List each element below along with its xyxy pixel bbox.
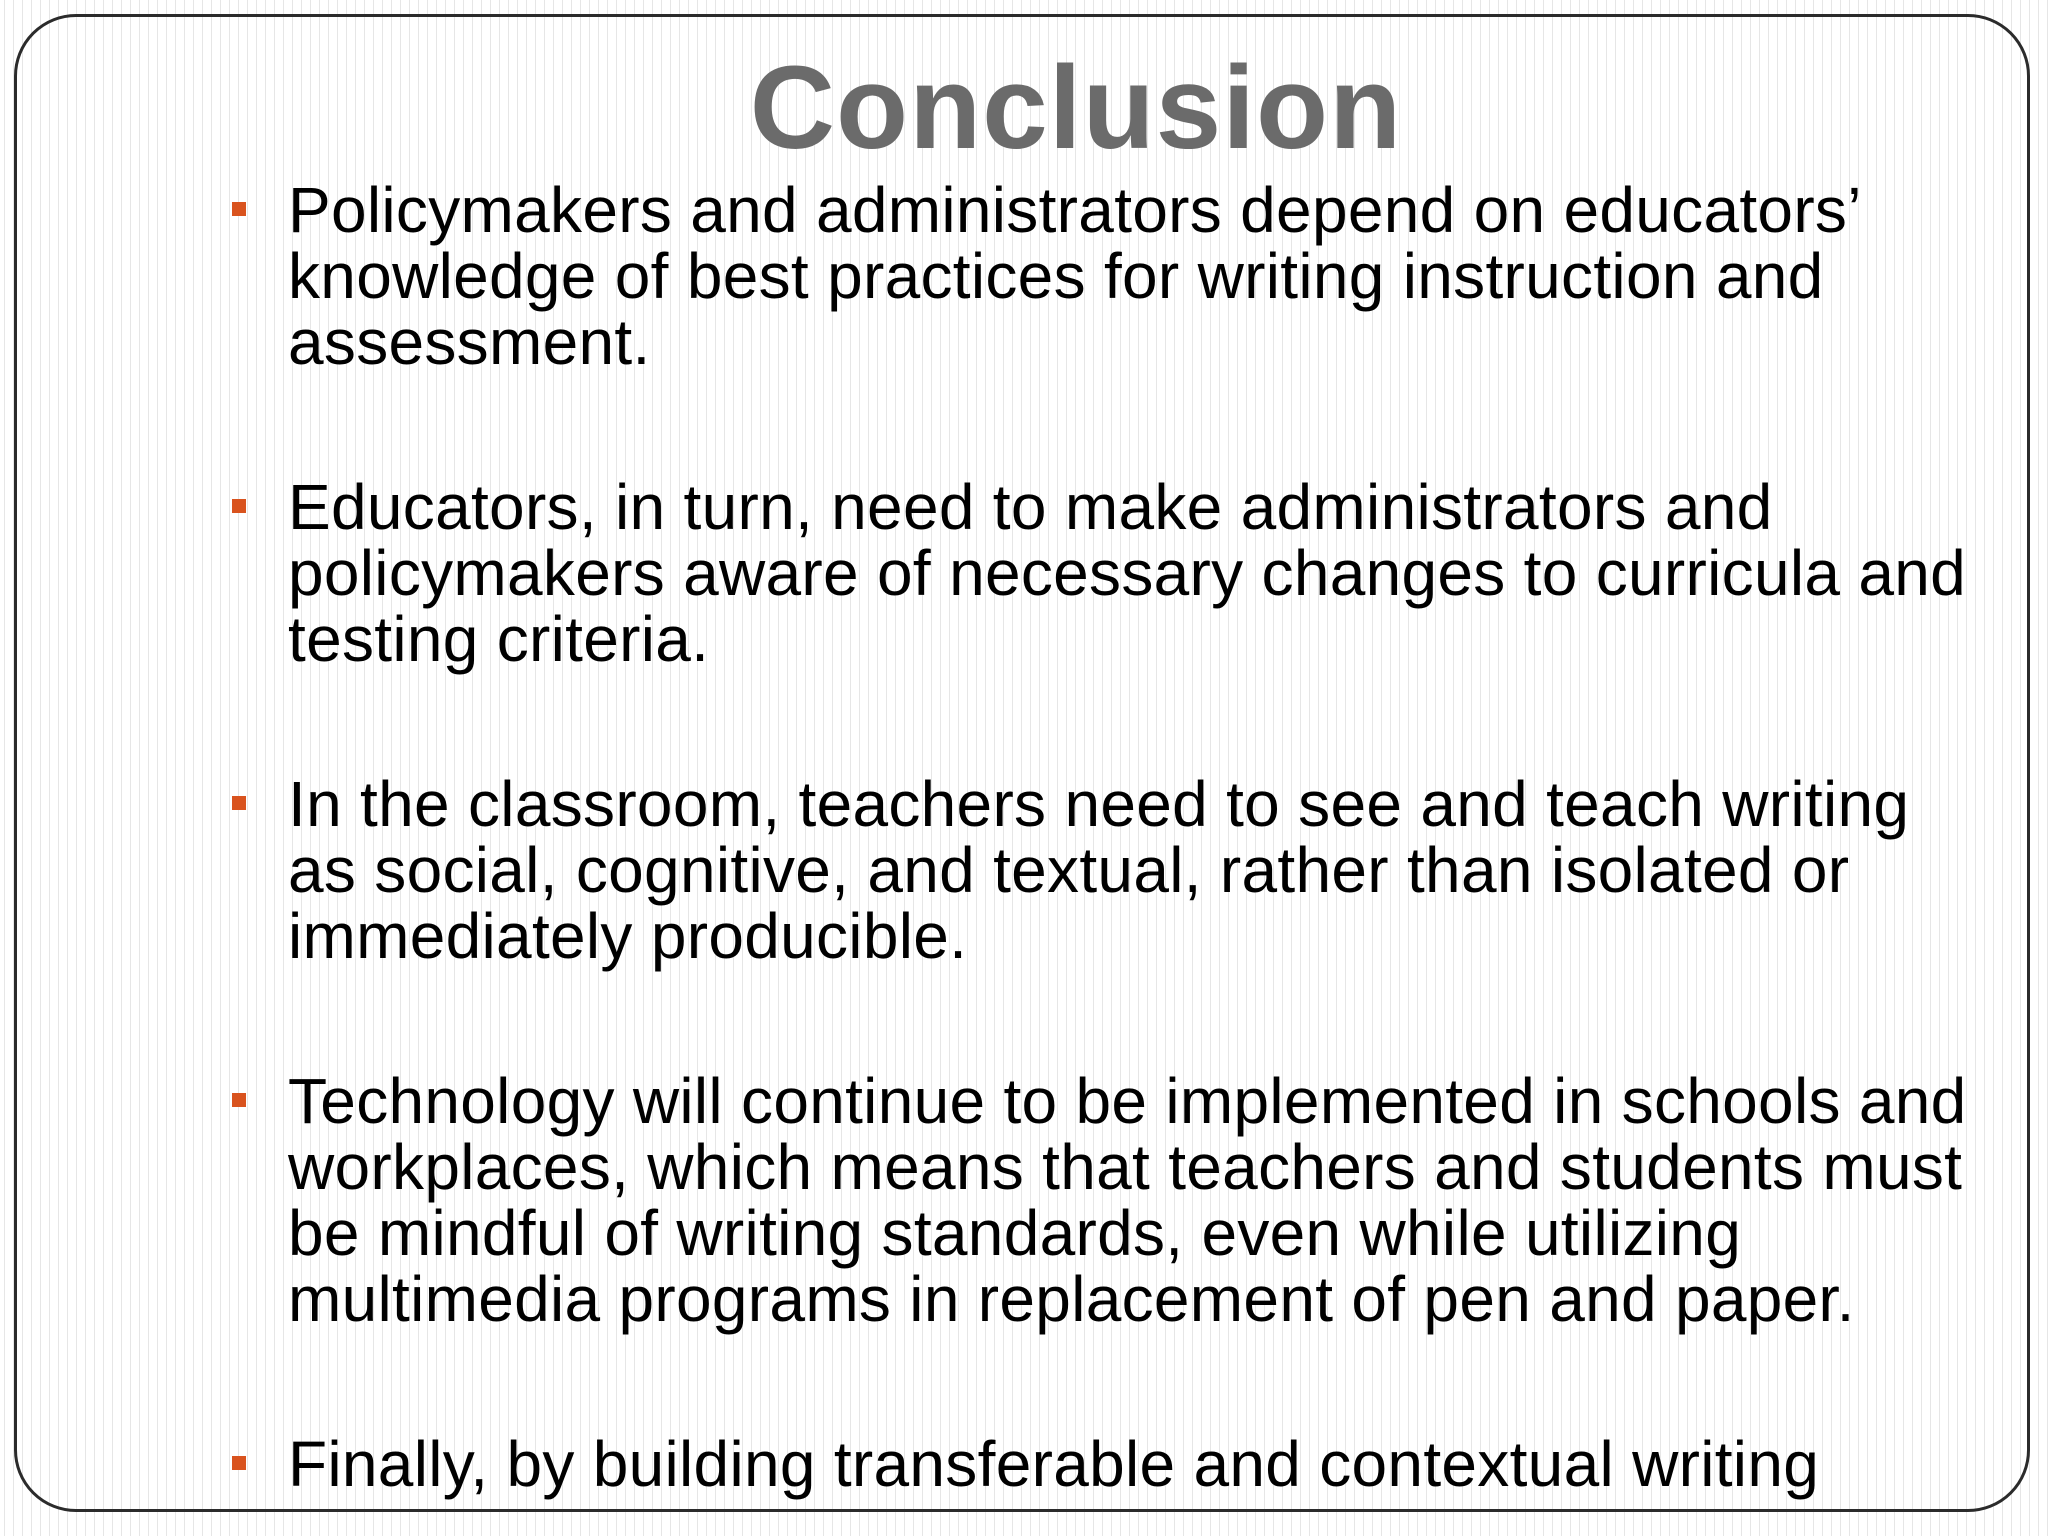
slide-title: Conclusion: [749, 42, 1403, 174]
bullet-text: Finally, by building transferable and contextual writing: [288, 1428, 1820, 1500]
bullet-text: Educators, in turn, need to make administrators and policymakers aware of necessary changes to curricula and testing criteria.: [288, 471, 1967, 675]
bullet-item: [230, 768, 1990, 972]
bullet-square-icon: [232, 499, 246, 513]
bullet-square-icon: [232, 202, 246, 216]
bullet-square-icon: [232, 1456, 246, 1470]
bullet-text: Policymakers and administrators depend on educators’ knowledge of best practices for writing instruction and assessment.: [288, 174, 1860, 378]
bullet-item: [230, 1428, 1990, 1500]
bullet-square-icon: [232, 1093, 246, 1107]
bullet-text: Technology will continue to be implemented in schools and workplaces, which means that teachers and students must be mindful of writing standards, even while utilizing multimedia programs in replacement of pen and paper.: [288, 1065, 1967, 1335]
bullet-item: [230, 174, 1990, 378]
bullet-list: [230, 174, 1990, 1536]
bullet-item: [230, 471, 1990, 675]
bullet-text: In the classroom, teachers need to see and teach writing as social, cognitive, and textual, rather than isolated or immediately producible.: [288, 768, 1910, 972]
bullet-square-icon: [232, 796, 246, 810]
bullet-item: [230, 1065, 1990, 1335]
